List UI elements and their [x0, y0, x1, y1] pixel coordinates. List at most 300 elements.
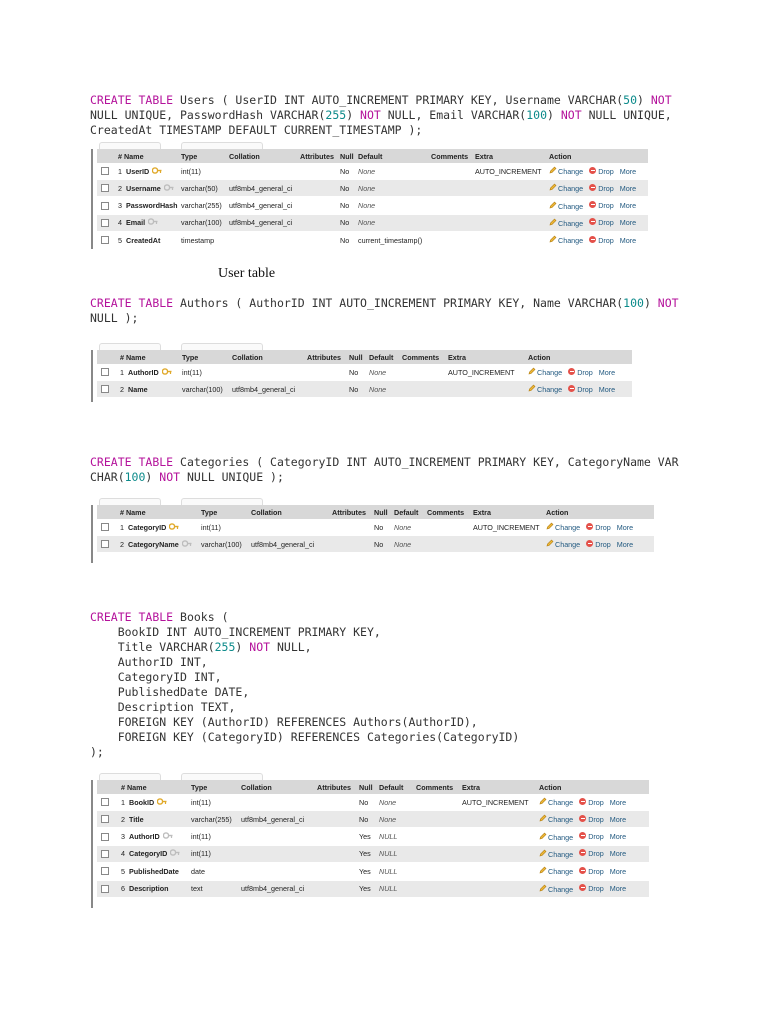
- table-row: [97, 232, 648, 248]
- column-name-cell: [120, 536, 192, 552]
- pencil-icon: [549, 235, 556, 242]
- row-number: 2: [120, 384, 128, 394]
- more-link[interactable]: More: [609, 814, 627, 824]
- row-checkbox[interactable]: [101, 180, 109, 196]
- pencil-icon: [539, 797, 546, 804]
- column-name: Username: [126, 183, 161, 193]
- checkbox-icon[interactable]: [101, 368, 109, 376]
- checkbox-icon[interactable]: [101, 540, 109, 548]
- change-label: Change: [555, 540, 581, 550]
- column-header-comments: Comments: [416, 782, 454, 792]
- table-row: [97, 829, 649, 845]
- column-header-null: Null: [340, 151, 354, 161]
- column-default-cell: [379, 846, 397, 862]
- pencil-icon: [539, 849, 546, 856]
- sql-text: NULL UNIQUE, PasswordHash VARCHAR(: [90, 108, 326, 122]
- change-label: Change: [537, 368, 563, 377]
- sql-text: NULL, AuthorID INT, CategoryID INT, PublishedDate DATE, Description TEXT, FOREIGN KEY (AuthorID) REFERENCES Authors(AuthorID), FOREIGN KEY (CategoryID) REFERENCES Categories(CategoryID) );: [90, 640, 520, 759]
- checkbox-icon[interactable]: [101, 523, 109, 531]
- change-label: Change: [548, 815, 574, 825]
- null-value: No: [340, 218, 350, 228]
- table-left-border: [91, 505, 93, 563]
- column-header-null: Null: [374, 507, 388, 517]
- table-row: [97, 519, 654, 535]
- row-actions: [549, 163, 636, 179]
- column-default-cell: [379, 794, 396, 810]
- column-null-cell: [349, 364, 358, 380]
- row-actions: [546, 536, 633, 552]
- change-link[interactable]: [539, 814, 573, 824]
- change-link[interactable]: [549, 218, 583, 228]
- column-header-default: Default: [358, 151, 383, 161]
- drop-link[interactable]: [579, 815, 604, 824]
- drop-link[interactable]: [568, 368, 593, 377]
- drop-icon: [579, 884, 586, 891]
- column-collation-cell: [229, 215, 292, 231]
- more-link[interactable]: More: [619, 218, 637, 228]
- column-default-cell: [379, 863, 397, 879]
- pencil-icon: [546, 522, 553, 529]
- sql-text: NULL );: [90, 311, 139, 325]
- row-number: 5: [118, 235, 126, 245]
- row-checkbox[interactable]: [101, 846, 109, 862]
- default-value: NULL: [379, 884, 398, 893]
- row-checkbox[interactable]: [101, 794, 109, 810]
- column-name: PublishedDate: [129, 866, 179, 876]
- column-header-num-name: # Name: [120, 507, 146, 517]
- change-link[interactable]: [539, 884, 573, 894]
- column-name: PasswordHash: [126, 201, 178, 211]
- authors-structure-table: [91, 350, 632, 402]
- null-value: Yes: [359, 832, 371, 842]
- sql-text: ): [346, 108, 361, 122]
- sql-text: NULL, Email VARCHAR(: [380, 108, 527, 122]
- null-value: Yes: [359, 849, 371, 859]
- column-name-cell: [121, 794, 167, 810]
- users-structure-table: [91, 149, 648, 249]
- default-value: None: [379, 797, 397, 807]
- null-value: No: [374, 539, 384, 549]
- drop-link[interactable]: [586, 523, 611, 532]
- drop-link[interactable]: [589, 236, 614, 245]
- more-link[interactable]: More: [609, 849, 627, 859]
- row-checkbox[interactable]: [101, 519, 109, 535]
- collation-value: utf8mb4_general_ci: [251, 539, 315, 549]
- default-value: None: [358, 218, 376, 228]
- column-name-cell: [118, 163, 162, 179]
- change-link[interactable]: [549, 183, 583, 193]
- checkbox-icon[interactable]: [101, 867, 109, 875]
- row-checkbox[interactable]: [101, 215, 109, 231]
- pencil-icon: [528, 384, 535, 391]
- null-value: No: [340, 201, 350, 211]
- sql-books: [90, 610, 690, 760]
- more-link[interactable]: More: [609, 797, 627, 807]
- column-null-cell: [359, 863, 371, 879]
- column-name-cell: [118, 180, 174, 196]
- column-name-cell: [121, 881, 169, 897]
- column-null-cell: [340, 198, 349, 214]
- change-label: Change: [548, 884, 574, 894]
- more-link[interactable]: More: [619, 183, 637, 193]
- checkbox-icon[interactable]: [101, 850, 109, 858]
- change-label: Change: [558, 201, 584, 211]
- more-link[interactable]: More: [619, 166, 637, 176]
- change-link[interactable]: [528, 384, 562, 394]
- checkbox-icon[interactable]: [101, 219, 109, 227]
- sql-text: ): [637, 93, 651, 107]
- sql-keyword: NOT: [159, 470, 181, 484]
- change-label: Change: [558, 184, 584, 194]
- sql-keyword: NOT: [560, 108, 582, 122]
- column-header-collation: Collation: [251, 507, 282, 517]
- row-number: 5: [121, 866, 129, 876]
- sql-text: ): [643, 296, 658, 310]
- type-value: int(11): [201, 522, 221, 532]
- type-value: date: [191, 866, 205, 876]
- default-value: current_timestamp(): [358, 235, 423, 245]
- column-header-type: Type: [191, 782, 208, 792]
- sql-text: NULL UNIQUE, CreatedAt TIMESTAMP DEFAULT CURRENT_TIMESTAMP );: [90, 108, 672, 137]
- change-link[interactable]: [539, 797, 573, 807]
- drop-icon: [589, 167, 596, 174]
- column-type-cell: [181, 232, 214, 248]
- row-checkbox[interactable]: [101, 863, 109, 879]
- column-header-type: Type: [201, 507, 218, 517]
- row-checkbox[interactable]: [101, 232, 109, 248]
- change-link[interactable]: [539, 849, 573, 859]
- column-null-cell: [340, 215, 349, 231]
- change-link[interactable]: [549, 201, 583, 211]
- column-name-cell: [118, 232, 160, 248]
- row-checkbox[interactable]: [101, 364, 109, 380]
- row-number: 4: [121, 849, 129, 859]
- extra-value: AUTO_INCREMENT: [462, 797, 529, 807]
- drop-icon: [568, 385, 575, 392]
- drop-label: Drop: [588, 814, 604, 824]
- table-row: [97, 536, 654, 552]
- sql-keyword: TABLE: [138, 296, 174, 310]
- column-header-type: Type: [182, 352, 199, 362]
- null-value: Yes: [359, 884, 371, 893]
- sql-authors: [90, 296, 690, 326]
- drop-link[interactable]: [589, 184, 614, 193]
- drop-icon: [586, 540, 593, 547]
- column-collation-cell: [229, 180, 292, 196]
- checkbox-icon[interactable]: [101, 236, 109, 244]
- row-checkbox[interactable]: [101, 198, 109, 214]
- drop-icon: [589, 184, 596, 191]
- drop-link[interactable]: [568, 385, 593, 394]
- drop-link[interactable]: [586, 540, 611, 549]
- column-null-cell: [340, 163, 349, 179]
- extra-value: AUTO_INCREMENT: [475, 166, 542, 176]
- column-type-cell: [181, 180, 218, 196]
- type-value: varchar(100): [201, 539, 242, 549]
- column-name: CategoryID: [128, 522, 167, 532]
- column-header-default: Default: [369, 352, 394, 362]
- table-header-row: [97, 505, 654, 519]
- table-row: [97, 163, 648, 179]
- sql-keyword: CREATE: [90, 455, 132, 469]
- sql-number: 50: [623, 93, 638, 107]
- column-collation-cell: [229, 198, 292, 214]
- row-number: 2: [120, 539, 128, 549]
- pencil-icon: [539, 866, 546, 873]
- more-link[interactable]: More: [609, 866, 627, 876]
- collation-value: utf8mb4_general_ci: [229, 218, 293, 228]
- column-name: CategoryID: [129, 849, 168, 859]
- change-label: Change: [558, 218, 584, 228]
- sql-number: 255: [214, 640, 236, 654]
- primary-key-icon: [169, 523, 179, 532]
- sql-text: Books ( BookID INT AUTO_INCREMENT PRIMARY KEY, Title VARCHAR(: [117, 610, 381, 654]
- column-default-cell: [379, 881, 397, 897]
- sql-text: ): [547, 108, 561, 122]
- column-header-comments: Comments: [427, 507, 465, 517]
- change-link[interactable]: [539, 866, 573, 876]
- column-name-cell: [120, 381, 148, 397]
- table-row: [97, 794, 649, 810]
- table-row: [97, 381, 632, 397]
- null-value: No: [359, 814, 369, 824]
- checkbox-icon[interactable]: [101, 833, 109, 841]
- column-type-cell: [191, 846, 211, 862]
- row-actions: [539, 829, 626, 845]
- sql-number: 255: [325, 108, 347, 122]
- table-row: [97, 846, 649, 862]
- checkbox-icon[interactable]: [101, 184, 109, 192]
- column-header-default: Default: [394, 507, 419, 517]
- type-value: varchar(50): [181, 183, 218, 193]
- categories-structure-table: [91, 505, 654, 563]
- checkbox-icon[interactable]: [101, 815, 109, 823]
- row-checkbox[interactable]: [101, 536, 109, 552]
- null-value: Yes: [359, 866, 371, 876]
- more-link[interactable]: More: [598, 367, 616, 377]
- column-header-null: Null: [359, 782, 373, 792]
- column-type-cell: [191, 811, 232, 827]
- default-value: None: [394, 522, 412, 532]
- row-number: 3: [121, 832, 129, 842]
- row-checkbox[interactable]: [101, 811, 109, 827]
- default-value: NULL: [379, 849, 398, 859]
- column-type-cell: [191, 829, 211, 845]
- more-link[interactable]: More: [619, 201, 637, 211]
- column-null-cell: [374, 536, 383, 552]
- row-number: 1: [121, 797, 129, 807]
- column-type-cell: [201, 536, 242, 552]
- drop-label: Drop: [598, 183, 614, 193]
- collation-value: utf8mb4_general_ci: [241, 884, 305, 893]
- column-header-attributes: Attributes: [300, 151, 334, 161]
- row-number: 3: [118, 201, 126, 211]
- change-link[interactable]: [539, 832, 573, 842]
- row-checkbox[interactable]: [101, 829, 109, 845]
- column-null-cell: [359, 794, 368, 810]
- row-actions: [528, 381, 615, 397]
- change-link[interactable]: [546, 522, 580, 532]
- sql-keyword: TABLE: [138, 93, 174, 107]
- default-value: None: [358, 201, 376, 211]
- column-name-cell: [121, 846, 180, 862]
- extra-value: AUTO_INCREMENT: [448, 367, 515, 377]
- sql-categories: [90, 455, 690, 485]
- row-checkbox[interactable]: [101, 163, 109, 179]
- null-value: No: [340, 235, 350, 245]
- row-number: 4: [118, 218, 126, 228]
- row-number: 2: [118, 183, 126, 193]
- row-checkbox[interactable]: [101, 881, 109, 897]
- row-actions: [539, 881, 626, 897]
- column-name: UserID: [126, 166, 150, 176]
- column-collation-cell: [232, 381, 295, 397]
- column-name: BookID: [129, 797, 155, 807]
- change-label: Change: [555, 523, 581, 532]
- column-header-type: Type: [181, 151, 198, 161]
- drop-icon: [589, 218, 596, 225]
- checkbox-icon[interactable]: [101, 885, 109, 893]
- column-header-attributes: Attributes: [307, 352, 341, 362]
- collation-value: utf8mb4_general_ci: [232, 384, 296, 394]
- column-default-cell: [358, 198, 375, 214]
- pencil-icon: [549, 166, 556, 173]
- table-left-border: [91, 149, 93, 249]
- null-value: No: [349, 384, 359, 394]
- extra-value: AUTO_INCREMENT: [473, 522, 540, 532]
- column-default-cell: [369, 364, 386, 380]
- row-checkbox[interactable]: [101, 381, 109, 397]
- sql-text: ): [145, 470, 160, 484]
- column-null-cell: [359, 881, 371, 897]
- column-header-collation: Collation: [229, 151, 260, 161]
- sql-keyword: CREATE: [90, 93, 132, 107]
- sql-keyword: NOT: [657, 296, 679, 310]
- row-number: 1: [120, 522, 128, 532]
- sql-text: NULL UNIQUE );: [180, 470, 284, 484]
- sql-number: 100: [124, 470, 146, 484]
- more-link[interactable]: More: [598, 384, 616, 394]
- column-name: AuthorID: [128, 367, 159, 377]
- row-actions: [549, 215, 636, 231]
- sql-text: Categories ( CategoryID INT AUTO_INCREMENT PRIMARY KEY, CategoryName VAR CHAR(: [90, 455, 679, 484]
- checkbox-icon[interactable]: [101, 167, 109, 175]
- row-actions: [539, 794, 626, 810]
- collation-value: utf8mb4_general_ci: [229, 201, 293, 211]
- row-actions: [549, 232, 636, 248]
- drop-link[interactable]: [579, 867, 604, 876]
- more-link[interactable]: More: [619, 235, 637, 245]
- table-row: [97, 863, 649, 879]
- default-value: None: [358, 183, 376, 193]
- table-row: [97, 881, 649, 897]
- type-value: varchar(255): [191, 814, 232, 824]
- change-link[interactable]: [549, 235, 583, 245]
- column-default-cell: [394, 519, 411, 535]
- sql-text: Authors ( AuthorID INT AUTO_INCREMENT PRIMARY KEY, Name VARCHAR(: [173, 296, 624, 310]
- column-collation-cell: [251, 536, 314, 552]
- change-label: Change: [548, 798, 574, 807]
- more-link[interactable]: More: [609, 884, 627, 893]
- drop-label: Drop: [577, 367, 593, 377]
- sql-keyword: CREATE: [90, 610, 132, 624]
- column-name: CreatedAt: [126, 235, 161, 245]
- drop-icon: [579, 867, 586, 874]
- change-label: Change: [548, 849, 574, 859]
- null-value: No: [359, 797, 369, 807]
- change-link[interactable]: [546, 539, 580, 549]
- more-link[interactable]: More: [609, 832, 627, 842]
- column-name: Name: [128, 384, 148, 394]
- checkbox-icon[interactable]: [101, 385, 109, 393]
- row-number: 1: [120, 367, 128, 377]
- drop-link[interactable]: [589, 167, 614, 176]
- null-value: No: [340, 166, 350, 176]
- more-link[interactable]: More: [616, 539, 634, 549]
- column-extra-cell: [475, 163, 542, 179]
- column-header-null: Null: [349, 352, 363, 362]
- column-header-action: Action: [546, 507, 569, 517]
- column-default-cell: [358, 215, 375, 231]
- column-name-cell: [118, 215, 158, 231]
- more-link[interactable]: More: [616, 522, 634, 532]
- null-value: No: [374, 522, 384, 532]
- change-link[interactable]: [549, 166, 583, 176]
- default-value: None: [379, 814, 397, 824]
- checkbox-icon[interactable]: [101, 202, 109, 210]
- default-value: None: [358, 166, 376, 176]
- pencil-icon: [539, 884, 546, 891]
- drop-link[interactable]: [589, 201, 614, 210]
- column-collation-cell: [241, 811, 304, 827]
- table-header-row: [97, 350, 632, 364]
- drop-label: Drop: [598, 218, 614, 228]
- drop-label: Drop: [588, 884, 604, 893]
- drop-link[interactable]: [579, 884, 604, 893]
- null-value: No: [340, 183, 350, 193]
- drop-link[interactable]: [589, 218, 614, 227]
- drop-link[interactable]: [579, 832, 604, 841]
- column-extra-cell: [462, 794, 529, 810]
- table-header-row: [97, 149, 648, 163]
- default-value: None: [394, 539, 412, 549]
- table-left-border: [91, 780, 93, 908]
- column-header-collation: Collation: [241, 782, 272, 792]
- column-null-cell: [359, 846, 371, 862]
- drop-label: Drop: [588, 849, 604, 859]
- column-null-cell: [359, 811, 368, 827]
- sql-keyword: NOT: [249, 640, 271, 654]
- index-key-icon: [163, 832, 173, 841]
- drop-link[interactable]: [579, 798, 604, 807]
- drop-label: Drop: [588, 866, 604, 876]
- table-left-border: [91, 350, 93, 402]
- drop-icon: [589, 236, 596, 243]
- change-link[interactable]: [528, 367, 562, 377]
- column-header-num-name: # Name: [118, 151, 144, 161]
- type-value: timestamp: [181, 235, 215, 245]
- checkbox-icon[interactable]: [101, 798, 109, 806]
- table-row: [97, 811, 649, 827]
- column-default-cell: [394, 536, 411, 552]
- drop-label: Drop: [598, 166, 614, 176]
- drop-link[interactable]: [579, 849, 604, 858]
- column-name-cell: [121, 829, 173, 845]
- column-header-num-name: # Name: [120, 352, 146, 362]
- column-name: Email: [126, 218, 146, 228]
- column-type-cell: [191, 881, 203, 897]
- column-type-cell: [201, 519, 221, 535]
